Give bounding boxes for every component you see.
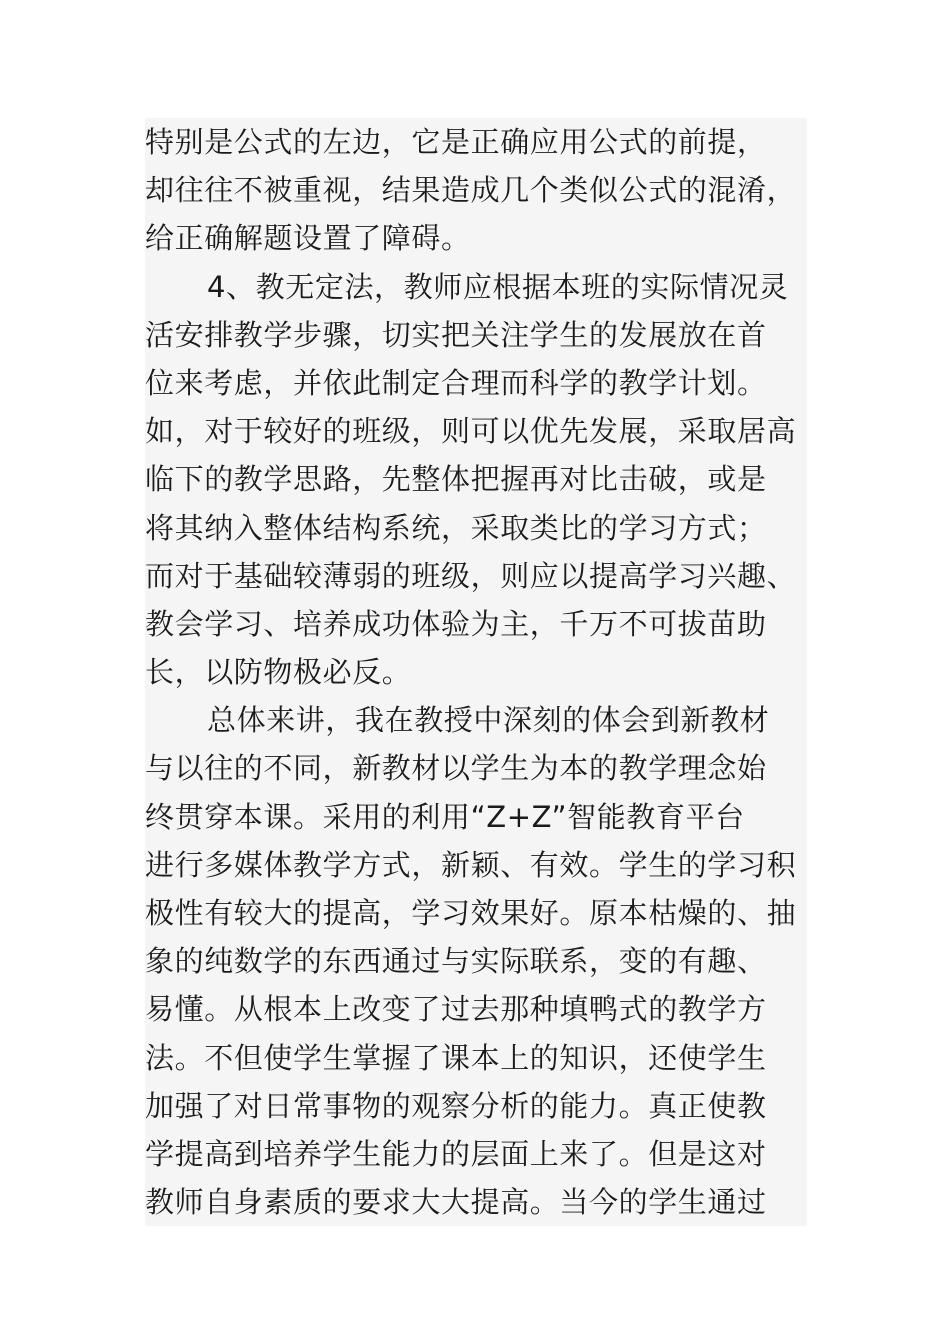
- text-line: 长，以防物极必反。: [145, 655, 412, 690]
- text-line: 教师自身素质的要求大大提高。当今的学生通过: [145, 1185, 767, 1220]
- text-line: 如，对于较好的班级，则可以优先发展，采取居高: [145, 414, 797, 449]
- text-line: 而对于基础较薄弱的班级，则应以提高学习兴趣、: [145, 558, 797, 593]
- text-line: 位来考虑，并依此制定合理而科学的教学计划。: [145, 365, 767, 400]
- text-line: 却往往不被重视，结果造成几个类似公式的混淆，: [145, 173, 797, 208]
- text-line: 与以往的不同，新教材以学生为本的教学理念始: [145, 751, 767, 786]
- paragraph-start-line: 总体来讲，我在教授中深刻的体会到新教材: [207, 703, 770, 738]
- text-line: 特别是公式的左边，它是正确应用公式的前提，: [145, 125, 767, 159]
- text-line: 学提高到培养学生能力的层面上来了。但是这对: [145, 1136, 767, 1171]
- text-line: 加强了对日常事物的观察分析的能力。真正使教: [145, 1088, 767, 1123]
- text-line: 活安排教学步骤，切实把关注学生的发展放在首: [145, 317, 767, 352]
- text-line: 终贯穿本课。采用的利用“Z+Z”智能教育平台: [145, 799, 745, 834]
- text-line: 临下的教学思路，先整体把握再对比击破，或是: [145, 462, 767, 497]
- text-line: 进行多媒体教学方式，新颖、有效。学生的学习积: [145, 847, 797, 882]
- text-line: 教会学习、培养成功体验为主，千万不可拔苗助: [145, 606, 767, 641]
- text-line: 易懂。从根本上改变了过去那种填鸭式的教学方: [145, 992, 767, 1027]
- text-line: 法。不但使学生掌握了课本上的知识，还使学生: [145, 1040, 767, 1075]
- text-line: 将其纳入整体结构系统，采取类比的学习方式；: [145, 510, 767, 545]
- paragraph-start-line: 4、教无定法，教师应根据本班的实际情况灵: [207, 269, 789, 304]
- text-line: 象的纯数学的东西通过与实际联系，变的有趣、: [145, 944, 767, 979]
- text-line: 给正确解题设置了障碍。: [145, 221, 471, 256]
- body-text: [145, 118, 807, 1226]
- text-line: 极性有较大的提高，学习效果好。原本枯燥的、抽: [145, 896, 797, 930]
